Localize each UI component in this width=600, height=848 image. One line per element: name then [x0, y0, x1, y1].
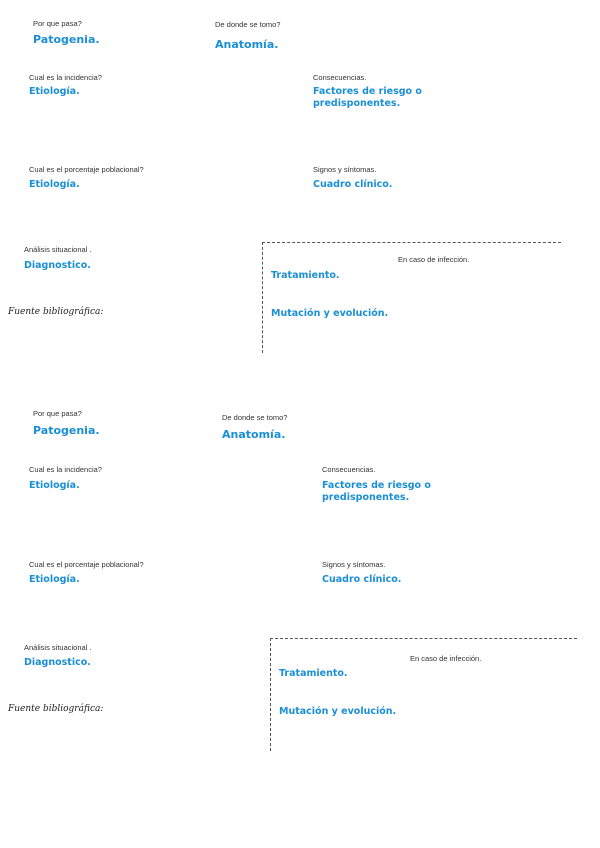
factores-heading-line1: Factores de riesgo o: [322, 480, 431, 491]
fuente-bibliografica: Fuente bibliográfica:: [8, 704, 104, 714]
etiologia-heading: Etiología.: [29, 480, 80, 491]
analisis-question: Análisis situacional .: [24, 245, 92, 254]
patogenia-heading: Patogenia.: [33, 33, 100, 46]
etiologia-heading-2: Etiología.: [29, 179, 80, 190]
diagnostico-heading: Diagnostico.: [24, 260, 91, 271]
infeccion-note: En caso de infección.: [410, 654, 482, 663]
anatomia-question: De donde se tomo?: [222, 413, 288, 422]
incidencia-question: Cual es la incidencia?: [29, 73, 102, 82]
tratamiento-heading: Tratamiento.: [271, 270, 340, 281]
etiologia-heading: Etiología.: [29, 86, 80, 97]
cuadro-clinico-heading: Cuadro clínico.: [313, 179, 393, 190]
consecuencias-question: Consecuencias.: [313, 73, 367, 82]
factores-heading-line2: predisponentes.: [313, 98, 401, 109]
anatomia-question: De donde se tomo?: [215, 20, 281, 29]
signos-question: Signos y síntomas.: [313, 165, 377, 174]
factores-heading-line1: Factores de riesgo o: [313, 86, 422, 97]
factores-heading-line2: predisponentes.: [322, 492, 410, 503]
consecuencias-question: Consecuencias.: [322, 465, 376, 474]
cuadro-clinico-heading: Cuadro clínico.: [322, 574, 402, 585]
patogenia-heading: Patogenia.: [33, 424, 100, 437]
incidencia-question: Cual es la incidencia?: [29, 465, 102, 474]
porcentaje-question: Cual es el porcentaje poblacional?: [29, 560, 144, 569]
diagnostico-heading: Diagnostico.: [24, 657, 91, 668]
fuente-bibliografica: Fuente bibliográfica:: [8, 307, 104, 317]
tratamiento-heading: Tratamiento.: [279, 668, 348, 679]
mutacion-heading: Mutación y evolución.: [271, 308, 389, 319]
mutacion-heading: Mutación y evolución.: [279, 706, 397, 717]
patogenia-question: Por que pasa?: [33, 19, 82, 28]
signos-question: Signos y síntomas.: [322, 560, 386, 569]
patogenia-question: Por que pasa?: [33, 409, 82, 418]
analisis-question: Análisis situacional .: [24, 643, 92, 652]
anatomia-heading: Anatomía.: [215, 38, 279, 51]
etiologia-heading-2: Etiología.: [29, 574, 80, 585]
anatomia-heading: Anatomía.: [222, 428, 286, 441]
porcentaje-question: Cual es el porcentaje poblacional?: [29, 165, 144, 174]
infeccion-note: En caso de infección.: [398, 255, 470, 264]
